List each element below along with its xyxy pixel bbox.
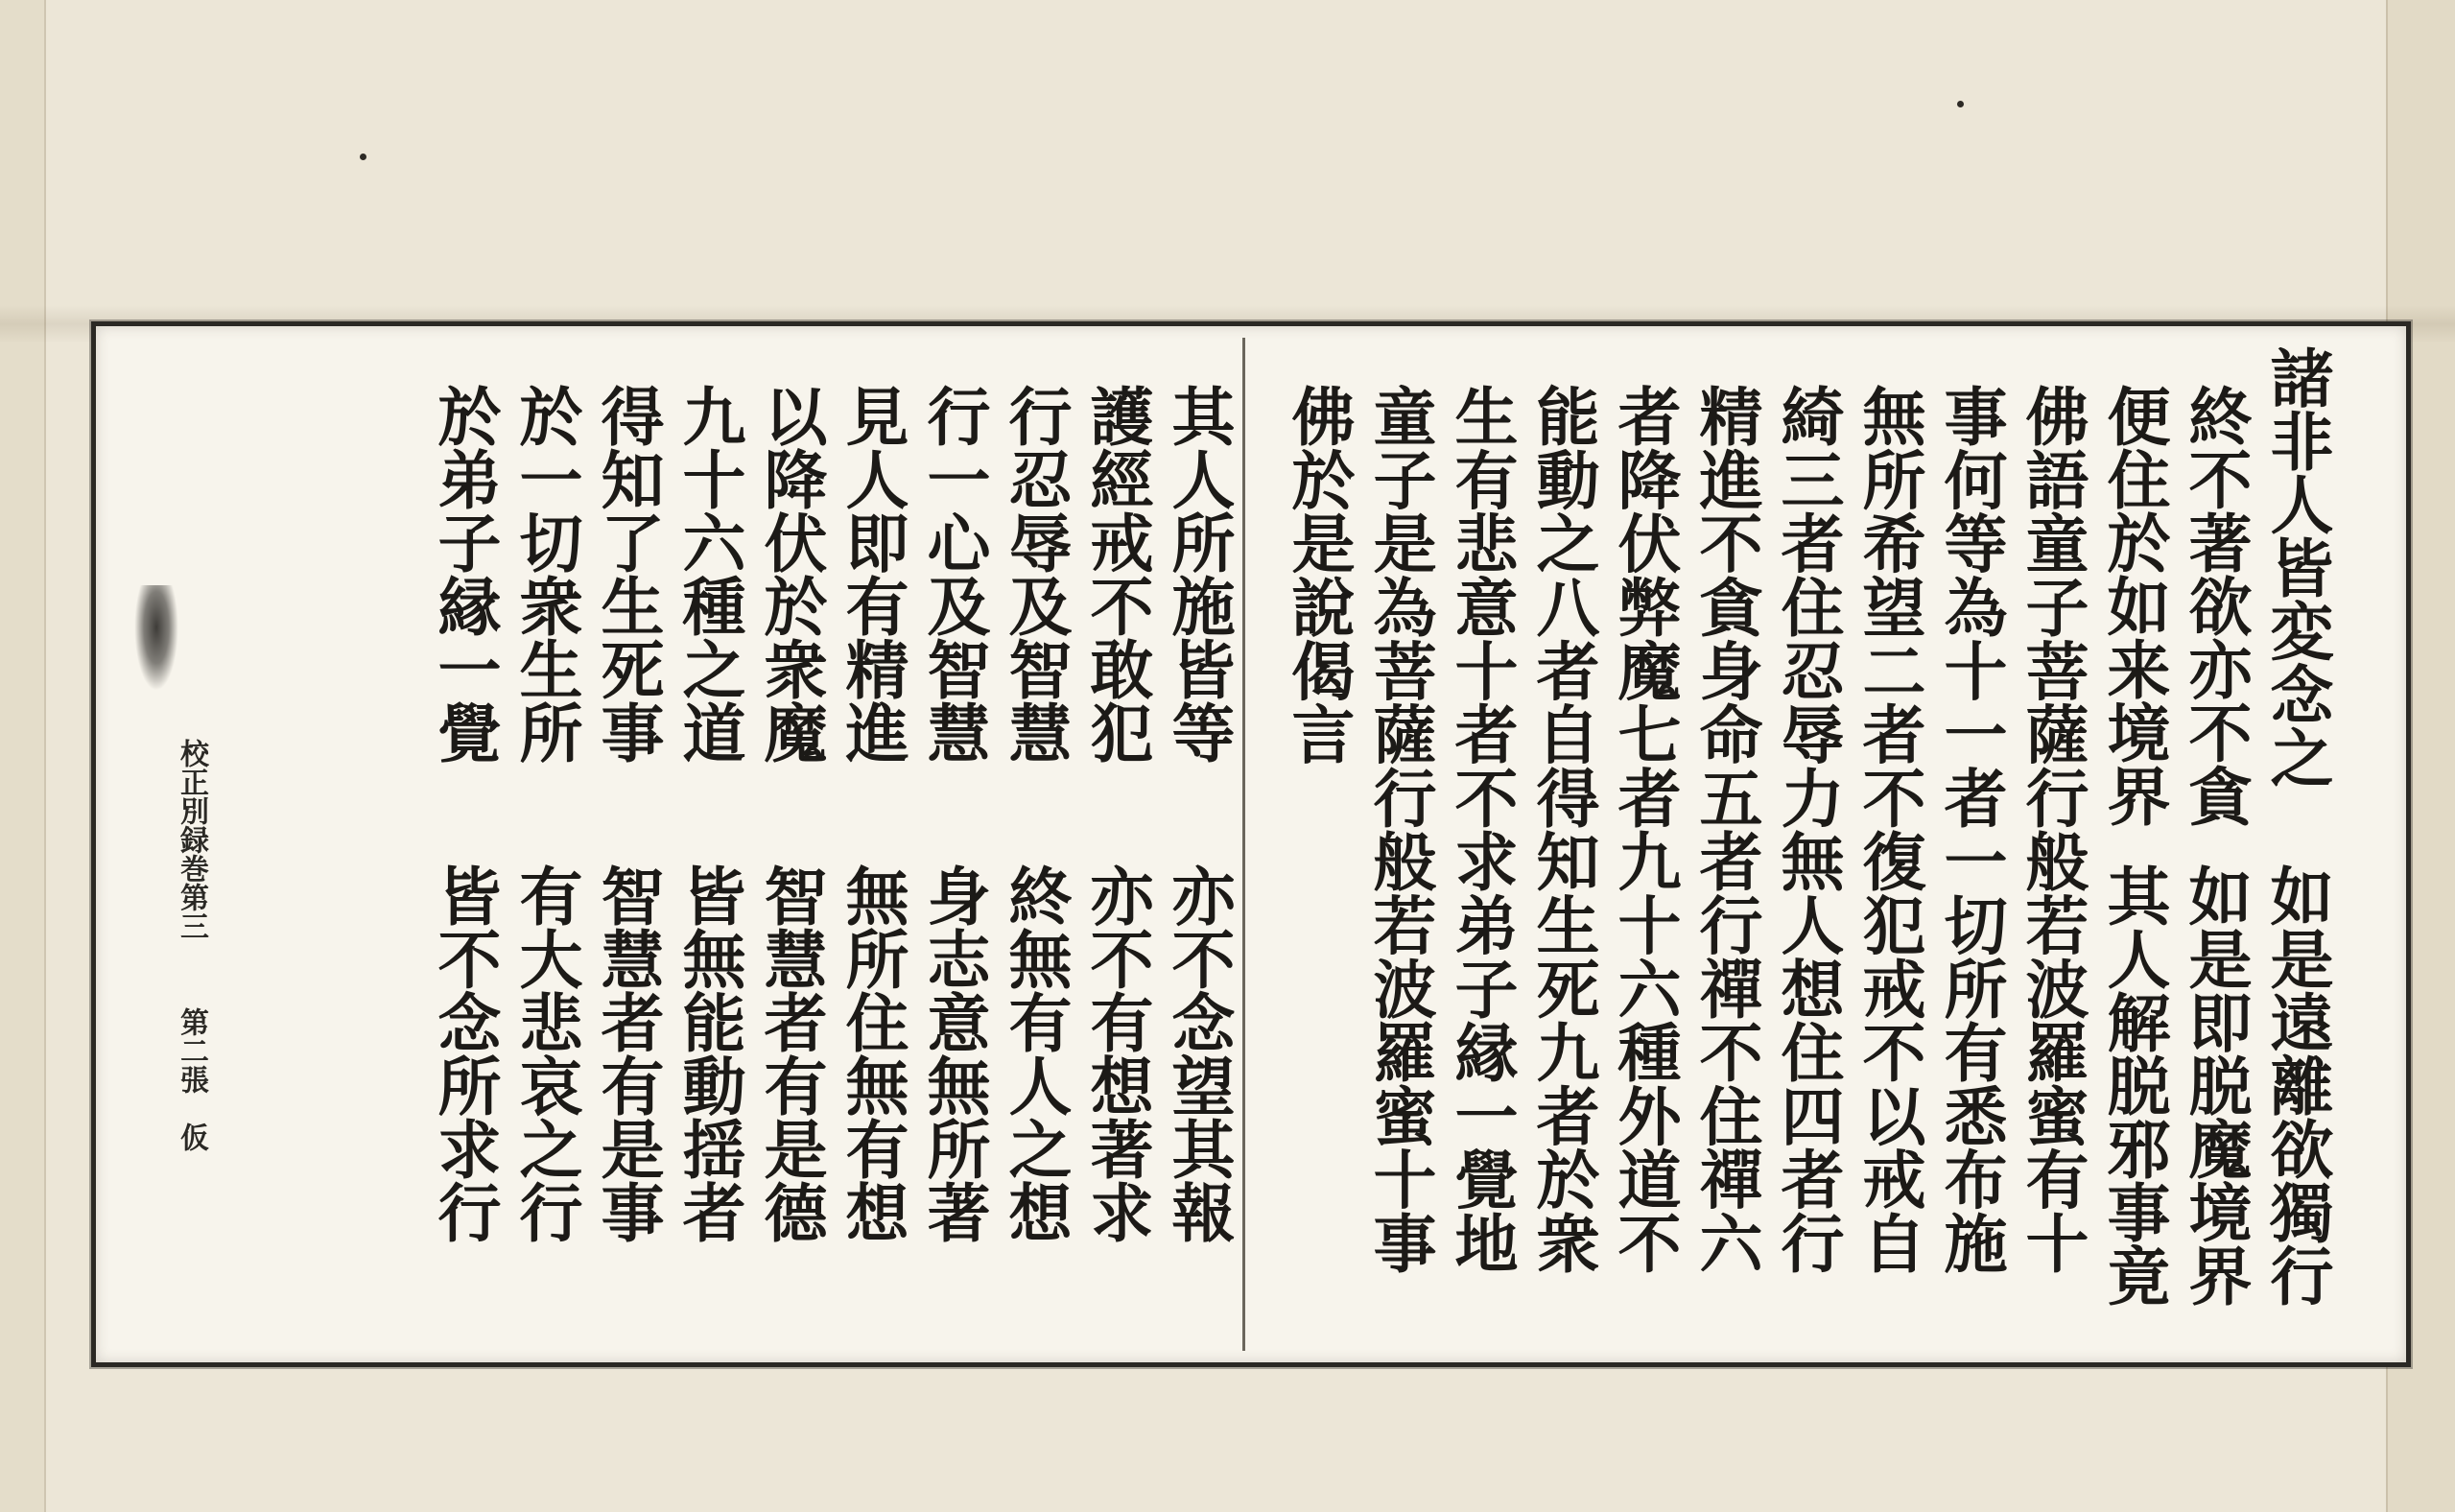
column-divider xyxy=(1242,338,1245,1351)
text-column: 終不著欲亦不貪 xyxy=(2178,384,2253,827)
ink-speck xyxy=(360,154,366,160)
text-column: 能動之八者自得知生死九者於衆 xyxy=(1525,384,1600,1275)
ink-speck xyxy=(1957,101,1964,107)
verse-column-upper: 九十六種之道 xyxy=(672,384,746,764)
verse-column-upper: 行忍辱及智慧 xyxy=(998,384,1073,764)
text-column: 者降伏弊魔七者九十六種外道不 xyxy=(1607,384,1682,1275)
verse-column-upper: 護經戒不敢犯 xyxy=(1079,384,1154,764)
verse-column-lower: 無所住無有想 xyxy=(835,863,909,1243)
verse-column-upper: 於弟子縁一覺 xyxy=(427,384,502,764)
verse-column-lower: 亦不念望其報 xyxy=(1161,863,1236,1243)
verse-column-lower: 智慧者有是事 xyxy=(590,863,665,1243)
verse-column-upper: 於一切衆生所 xyxy=(508,384,583,764)
left-page-edge xyxy=(0,0,46,1512)
verse-column-lower: 皆無能動揺者 xyxy=(672,863,746,1243)
text-column: 綺三者住忍辱力無人想住四者行 xyxy=(1770,384,1845,1275)
text-column: 生有悲意十者不求弟子縁一覺地 xyxy=(1444,384,1519,1275)
text-column: 童子是為菩薩行般若波羅蜜十事 xyxy=(1362,384,1437,1275)
verse-column-upper: 得知了生死事 xyxy=(590,384,665,764)
text-column: 諸非人皆変念之 xyxy=(2259,345,2334,789)
text-column: 便住於如来境界 xyxy=(2096,384,2171,827)
verse-column-lower: 皆不念所求行 xyxy=(427,863,502,1243)
text-column: 如是遠離欲獨行 xyxy=(2259,863,2334,1307)
block-title-note: 校正別録巻第三 xyxy=(175,739,208,940)
verse-column-upper: 見人即有精進 xyxy=(835,384,909,764)
verse-column-upper: 行一心及智慧 xyxy=(916,384,991,764)
sheet-number-note: 第二張 xyxy=(175,1007,208,1094)
ink-blot-mark xyxy=(134,585,178,691)
verse-column-lower: 智慧者有是德 xyxy=(753,863,828,1243)
text-column: 佛於是說偈言 xyxy=(1281,384,1356,766)
verse-column-lower: 終無有人之想 xyxy=(998,863,1073,1243)
text-column: 其人解脱邪事竟 xyxy=(2096,863,2171,1307)
verse-column-upper: 以降伏於衆魔 xyxy=(753,384,828,764)
text-column: 精進不貪身命五者行禪不住禪六 xyxy=(1688,384,1763,1275)
carver-name-note: 仮 xyxy=(175,1122,208,1151)
verse-column-lower: 亦不有想著求 xyxy=(1079,863,1154,1243)
verse-column-upper: 其人所施皆等 xyxy=(1161,384,1236,764)
text-column: 如是即脱魔境界 xyxy=(2178,863,2253,1307)
text-column: 事何等為十一者一切所有悉布施 xyxy=(1933,384,2008,1275)
text-column: 無所希望二者不復犯戒不以戒自 xyxy=(1852,384,1926,1275)
woodblock-print xyxy=(91,321,2411,1367)
verse-column-lower: 身志意無所著 xyxy=(916,863,991,1243)
verse-column-lower: 有大悲哀之行 xyxy=(508,863,583,1243)
text-column: 佛語童子菩薩行般若波羅蜜有十 xyxy=(2015,384,2089,1275)
